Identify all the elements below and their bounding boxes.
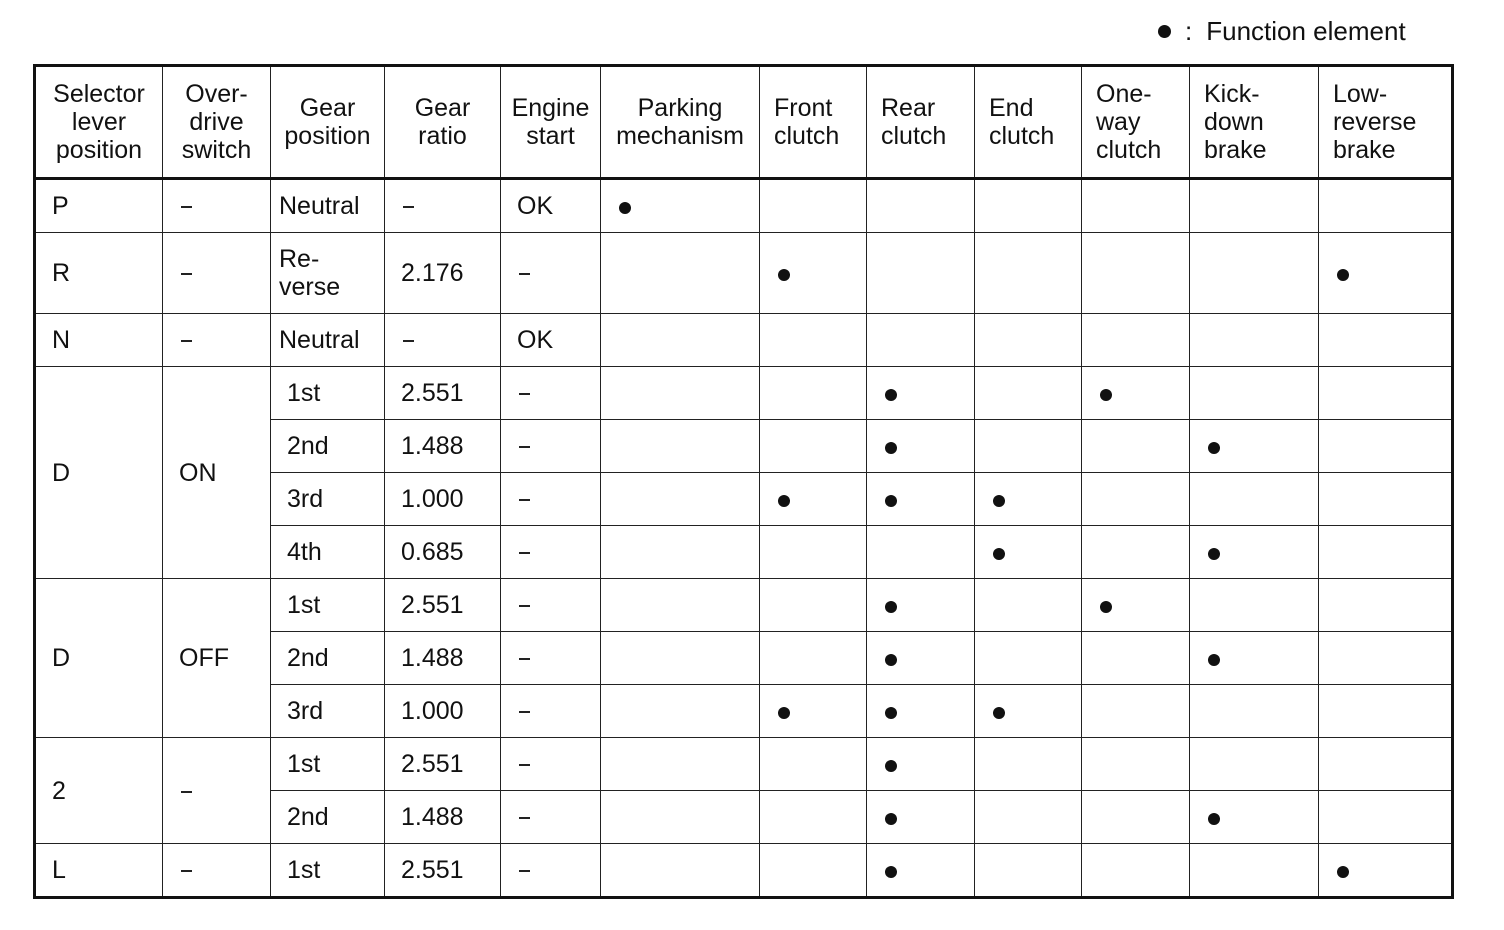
selector-lever-cell [35,314,163,367]
rear-clutch-cell [867,179,975,233]
column-header-end-clutch [975,66,1082,179]
front-clutch-cell [760,632,867,685]
function-element-dot-icon [885,389,897,401]
legend-separator: : [1185,16,1193,46]
gear-ratio-cell [385,473,501,526]
front-clutch-cell [760,844,867,898]
gear-ratio-cell [385,632,501,685]
gear-ratio-cell-text: 2.551 [401,591,464,619]
column-header-line: brake [1333,136,1396,164]
rear-clutch-cell [867,579,975,632]
overdrive-switch-cell-text: OFF [179,644,229,672]
function-element-dot-icon [1208,654,1220,666]
one-way-clutch-cell [1082,632,1190,685]
overdrive-switch-cell [163,844,271,898]
rear-clutch-cell [867,420,975,473]
one-way-clutch-cell [1082,526,1190,579]
gear-function-table [33,64,1454,899]
gear-ratio-cell [385,685,501,738]
low-reverse-brake-cell [1319,738,1453,791]
column-header-line: Low- [1333,80,1388,108]
kickdown-brake-cell [1190,844,1319,898]
gear-ratio-cell [385,420,501,473]
function-element-dot-icon [1100,601,1112,613]
dash-mark [519,711,530,713]
column-header-line: One- [1096,80,1152,108]
low-reverse-brake-cell [1319,791,1453,844]
kickdown-brake-cell [1190,420,1319,473]
gear-ratio-cell-text: 1.000 [401,697,464,725]
low-reverse-brake-cell [1319,526,1453,579]
table-row [35,738,1453,791]
engine-start-cell [501,367,601,420]
parking-mechanism-cell [601,579,760,632]
selector-lever-cell [35,367,163,579]
table-row [35,233,1453,314]
selector-lever-cell-text: P [52,192,69,220]
gear-position-cell [271,685,385,738]
function-element-dot-icon [1100,389,1112,401]
column-header-line: ratio [418,122,467,150]
engine-start-cell [501,791,601,844]
end-clutch-cell [975,685,1082,738]
front-clutch-cell [760,473,867,526]
function-element-dot-icon [778,707,790,719]
dash-mark [403,206,414,208]
engine-start-cell [501,233,601,314]
gear-ratio-cell [385,844,501,898]
function-element-dot-icon [1337,269,1349,281]
low-reverse-brake-cell [1319,632,1453,685]
low-reverse-brake-cell [1319,420,1453,473]
kickdown-brake-cell [1190,791,1319,844]
column-header-gear-ratio [385,66,501,179]
rear-clutch-cell [867,685,975,738]
table-row [35,314,1453,367]
one-way-clutch-cell [1082,314,1190,367]
gear-ratio-cell-text: 2.551 [401,379,464,407]
dash-mark [519,764,530,766]
end-clutch-cell [975,791,1082,844]
function-element-dot-icon [885,760,897,772]
column-header-line: down [1204,108,1264,136]
gear-position-cell [271,526,385,579]
column-header-line: position [284,122,371,150]
dash-mark [403,340,414,342]
low-reverse-brake-cell [1319,233,1453,314]
end-clutch-cell [975,233,1082,314]
engine-start-cell [501,473,601,526]
end-clutch-cell [975,420,1082,473]
end-clutch-cell [975,526,1082,579]
gear-position-cell [271,738,385,791]
column-header-selector [35,66,163,179]
overdrive-switch-cell [163,579,271,738]
front-clutch-cell [760,314,867,367]
engine-start-cell [501,632,601,685]
function-element-dot-icon [885,866,897,878]
overdrive-switch-cell-text: ON [179,458,217,487]
front-clutch-cell [760,179,867,233]
selector-lever-cell-text: 2 [52,776,66,805]
gear-ratio-cell-text: 2.176 [401,259,464,287]
rear-clutch-cell [867,738,975,791]
rear-clutch-cell [867,844,975,898]
column-header-line: Gear [299,94,356,122]
front-clutch-cell [760,526,867,579]
function-element-dot-icon [1208,442,1220,454]
parking-mechanism-cell [601,791,760,844]
function-element-dot-icon [619,202,631,214]
function-element-dot-icon [885,442,897,454]
front-clutch-cell [760,367,867,420]
gear-ratio-cell [385,579,501,632]
gear-ratio-cell [385,314,501,367]
column-header-engine-start [501,66,601,179]
gear-ratio-cell [385,233,501,314]
gear-ratio-cell [385,179,501,233]
gear-ratio-cell-text: 0.685 [401,538,464,566]
low-reverse-brake-cell [1319,473,1453,526]
front-clutch-cell [760,420,867,473]
column-header-kickdown-brake [1190,66,1319,179]
dash-mark [181,273,192,275]
end-clutch-cell [975,473,1082,526]
one-way-clutch-cell [1082,233,1190,314]
function-element-dot-icon [1208,548,1220,560]
column-header-line: Gear [414,94,471,122]
column-header-overdrive [163,66,271,179]
column-header-line: Parking [637,94,723,122]
column-header-line: reverse [1333,108,1417,136]
rear-clutch-cell [867,791,975,844]
function-element-dot-icon [1208,813,1220,825]
kickdown-brake-cell [1190,314,1319,367]
gear-position-cell [271,791,385,844]
table-row [35,367,1453,420]
engine-start-cell [501,526,601,579]
one-way-clutch-cell [1082,844,1190,898]
kickdown-brake-cell [1190,526,1319,579]
gear-ratio-cell-text: 2.551 [401,750,464,778]
column-header-one-way-clutch [1082,66,1190,179]
function-element-dot-icon [885,601,897,613]
front-clutch-cell [760,738,867,791]
dash-mark [181,206,192,208]
rear-clutch-cell [867,233,975,314]
dash-mark [519,552,530,554]
gear-position-cell [271,367,385,420]
column-header-line: drive [189,108,244,136]
one-way-clutch-cell [1082,473,1190,526]
column-header-line: start [526,122,575,150]
engine-start-cell [501,579,601,632]
one-way-clutch-cell [1082,367,1190,420]
gear-position-cell-text: 2nd [287,432,329,460]
gear-position-cell-text: Neutral [279,326,360,354]
kickdown-brake-cell [1190,738,1319,791]
dash-mark [519,870,530,872]
function-element-dot-icon [778,269,790,281]
gear-position-cell-text: 4th [287,538,322,566]
legend-label: Function element [1206,16,1406,46]
gear-position-cell-text: 1st [287,591,321,619]
one-way-clutch-cell [1082,791,1190,844]
column-header-line: switch [181,136,252,164]
engine-start-cell-text: OK [517,326,554,354]
gear-ratio-cell [385,526,501,579]
column-header-rear-clutch [867,66,975,179]
column-header-parking [601,66,760,179]
parking-mechanism-cell [601,526,760,579]
dash-mark [181,870,192,872]
gear-ratio-cell-text: 1.488 [401,432,464,460]
rear-clutch-cell [867,526,975,579]
gear-position-cell-text: 2nd [287,644,329,672]
column-header-front-clutch [760,66,867,179]
parking-mechanism-cell [601,233,760,314]
function-element-dot-icon [1158,25,1171,38]
gear-position-cell-text: Re- verse [279,245,341,301]
selector-lever-cell-text: R [52,259,71,287]
table-row [35,179,1453,233]
end-clutch-cell [975,738,1082,791]
column-header-line: End [989,94,1034,122]
parking-mechanism-cell [601,632,760,685]
column-header-line: Kick- [1204,80,1260,108]
dash-mark [519,393,530,395]
parking-mechanism-cell [601,179,760,233]
rear-clutch-cell [867,473,975,526]
gear-position-cell [271,844,385,898]
column-header-line: lever [71,108,127,136]
dash-mark [519,817,530,819]
end-clutch-cell [975,844,1082,898]
gear-ratio-cell [385,791,501,844]
gear-ratio-cell [385,367,501,420]
column-header-line: Selector [53,80,145,108]
function-element-dot-icon [885,813,897,825]
selector-lever-cell-text: D [52,458,71,487]
gear-position-cell-text: 3rd [287,485,324,513]
front-clutch-cell [760,233,867,314]
column-header-line: mechanism [616,122,744,150]
overdrive-switch-cell [163,233,271,314]
low-reverse-brake-cell [1319,579,1453,632]
gear-ratio-cell [385,738,501,791]
column-header-line: Over- [185,80,248,108]
header-row [35,66,1453,179]
selector-lever-cell [35,179,163,233]
gear-position-cell [271,632,385,685]
kickdown-brake-cell [1190,233,1319,314]
function-element-dot-icon [885,707,897,719]
kickdown-brake-cell [1190,179,1319,233]
column-header-line: Rear [881,94,936,122]
table-body [35,179,1453,898]
column-header-line: clutch [989,122,1055,150]
column-header-line: way [1096,108,1141,136]
legend [1150,16,1450,47]
end-clutch-cell [975,632,1082,685]
parking-mechanism-cell [601,314,760,367]
front-clutch-cell [760,791,867,844]
column-header-line: clutch [774,122,840,150]
overdrive-switch-cell [163,179,271,233]
gear-ratio-cell-text: 1.488 [401,644,464,672]
dash-mark [181,340,192,342]
dash-mark [181,791,192,793]
gear-position-cell-text: 1st [287,856,321,884]
selector-lever-cell-text: D [52,644,71,672]
parking-mechanism-cell [601,844,760,898]
gear-position-cell [271,420,385,473]
gear-position-cell [271,233,385,314]
rear-clutch-cell [867,632,975,685]
gear-position-cell-text: Neutral [279,192,360,220]
gear-position-cell [271,179,385,233]
one-way-clutch-cell [1082,179,1190,233]
dash-mark [519,605,530,607]
gear-position-cell-text: 2nd [287,803,329,831]
gear-position-cell-text: 1st [287,379,321,407]
engine-start-cell [501,685,601,738]
rear-clutch-cell [867,367,975,420]
dash-mark [519,499,530,501]
column-header-line: clutch [1096,136,1162,164]
front-clutch-cell [760,685,867,738]
low-reverse-brake-cell [1319,685,1453,738]
function-element-dot-icon [778,495,790,507]
gear-position-cell-text: 3rd [287,697,324,725]
end-clutch-cell [975,579,1082,632]
gear-ratio-cell-text: 1.000 [401,485,464,513]
low-reverse-brake-cell [1319,179,1453,233]
dash-mark [519,273,530,275]
function-element-dot-icon [993,495,1005,507]
engine-start-cell [501,738,601,791]
selector-lever-cell [35,579,163,738]
parking-mechanism-cell [601,420,760,473]
one-way-clutch-cell [1082,738,1190,791]
low-reverse-brake-cell [1319,844,1453,898]
column-header-line: brake [1204,136,1267,164]
rear-clutch-cell [867,314,975,367]
function-element-dot-icon [885,495,897,507]
selector-lever-cell-text: L [52,856,66,884]
selector-lever-cell-text: N [52,326,71,354]
overdrive-switch-cell [163,367,271,579]
kickdown-brake-cell [1190,685,1319,738]
parking-mechanism-cell [601,685,760,738]
kickdown-brake-cell [1190,579,1319,632]
column-header-line: clutch [881,122,947,150]
function-element-dot-icon [885,654,897,666]
table-row [35,844,1453,898]
one-way-clutch-cell [1082,579,1190,632]
low-reverse-brake-cell [1319,367,1453,420]
front-clutch-cell [760,579,867,632]
selector-lever-cell [35,233,163,314]
end-clutch-cell [975,314,1082,367]
engine-start-cell [501,844,601,898]
engine-start-cell [501,420,601,473]
gear-position-cell [271,314,385,367]
engine-start-cell [501,314,601,367]
column-header-low-reverse-brake [1319,66,1453,179]
one-way-clutch-cell [1082,685,1190,738]
one-way-clutch-cell [1082,420,1190,473]
parking-mechanism-cell [601,367,760,420]
table-row [35,579,1453,632]
gear-position-cell [271,473,385,526]
gear-ratio-cell-text: 2.551 [401,856,464,884]
engine-start-cell-text: OK [517,192,554,220]
dash-mark [519,446,530,448]
column-header-gear-position [271,66,385,179]
gear-position-cell-text: 1st [287,750,321,778]
parking-mechanism-cell [601,473,760,526]
gear-position-cell [271,579,385,632]
parking-mechanism-cell [601,738,760,791]
function-element-dot-icon [1337,866,1349,878]
overdrive-switch-cell [163,314,271,367]
kickdown-brake-cell [1190,632,1319,685]
low-reverse-brake-cell [1319,314,1453,367]
column-header-line: Front [774,94,833,122]
selector-lever-cell [35,844,163,898]
kickdown-brake-cell [1190,367,1319,420]
function-element-dot-icon [993,707,1005,719]
engine-start-cell [501,179,601,233]
end-clutch-cell [975,367,1082,420]
end-clutch-cell [975,179,1082,233]
column-header-line: position [55,136,143,164]
column-header-line: Engine [511,94,590,122]
dash-mark [519,658,530,660]
function-element-dot-icon [993,548,1005,560]
overdrive-switch-cell [163,738,271,844]
selector-lever-cell [35,738,163,844]
kickdown-brake-cell [1190,473,1319,526]
gear-ratio-cell-text: 1.488 [401,803,464,831]
